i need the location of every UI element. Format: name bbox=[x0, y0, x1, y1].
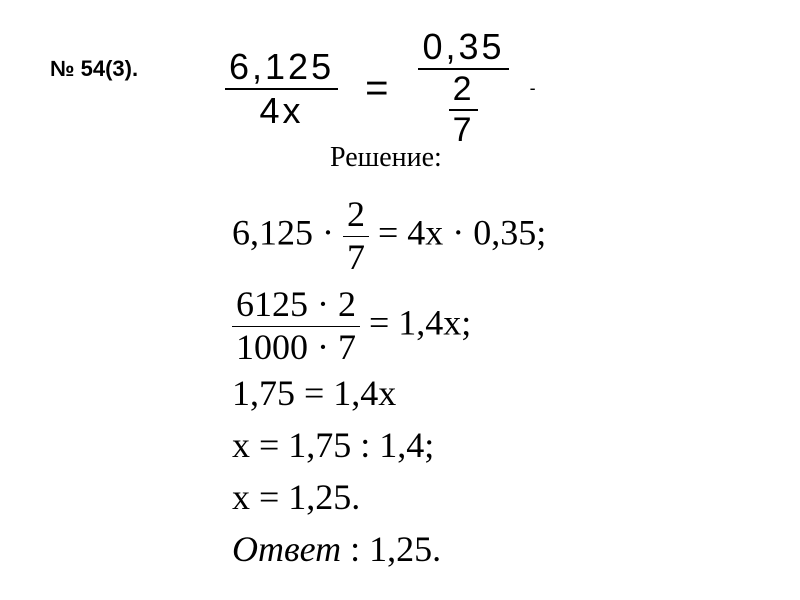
answer-value: : 1,25. bbox=[350, 529, 442, 569]
nested-denominator: 7 bbox=[452, 111, 475, 150]
given-equation bbox=[225, 28, 539, 149]
step-3: 1,75 = 1,4x bbox=[232, 373, 397, 413]
step-1-left: 6,125 · bbox=[232, 212, 334, 253]
step-1-right: = 4x · 0,35; bbox=[378, 212, 547, 253]
left-denominator: 4x bbox=[259, 89, 304, 131]
right-denominator bbox=[445, 69, 483, 150]
step-1-denominator: 7 bbox=[347, 236, 365, 277]
step-2-fraction bbox=[232, 286, 360, 367]
step-4: x = 1,75 : 1,4; bbox=[232, 425, 435, 465]
solution-heading: Решение: bbox=[330, 142, 442, 173]
step-1-numerator: 2 bbox=[347, 194, 365, 234]
step-2-denominator: 1000 · 7 bbox=[236, 326, 356, 367]
answer-line bbox=[232, 528, 441, 570]
step-1 bbox=[232, 196, 546, 277]
step-2-numerator: 6125 · 2 bbox=[236, 284, 356, 324]
left-fraction bbox=[225, 45, 338, 131]
step-1-fraction bbox=[343, 196, 369, 277]
step-5: x = 1,25. bbox=[232, 477, 361, 517]
nested-fraction bbox=[449, 69, 479, 150]
right-numerator: 0,35 bbox=[422, 26, 505, 67]
nested-numerator: 2 bbox=[452, 69, 475, 108]
equals-sign: = bbox=[365, 66, 392, 111]
answer-label: Ответ bbox=[232, 529, 342, 569]
right-fraction bbox=[418, 28, 508, 149]
problem-number: № 54(3). bbox=[50, 56, 139, 81]
step-2-right: = 1,4x; bbox=[369, 302, 472, 343]
trailing-mark: - bbox=[529, 78, 539, 99]
left-numerator: 6,125 bbox=[229, 45, 335, 87]
step-2 bbox=[232, 286, 471, 367]
